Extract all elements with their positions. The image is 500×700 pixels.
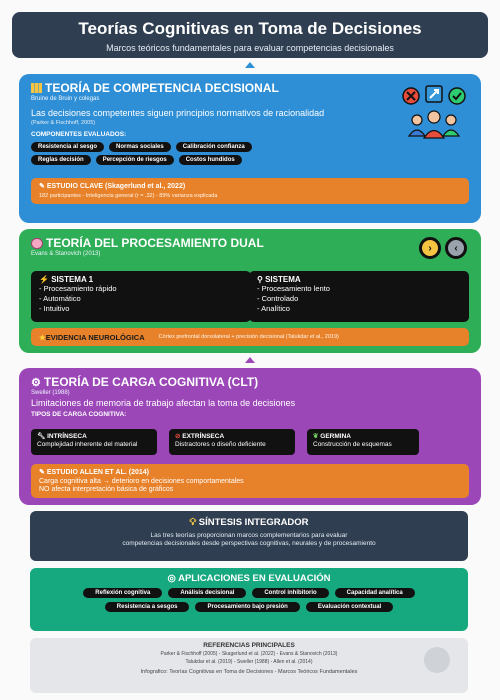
allen-study-line: NO afecta interpretación básica de gráficos <box>39 486 174 494</box>
applications-box <box>30 568 468 631</box>
references-line: Talukdar et al. (2019) - Sweller (1988) - Allen et al. (2014) <box>185 659 313 665</box>
synthesis-line: competencias decisionales desde perspectivas cognitivas, neurales y de procesamiento <box>122 540 376 548</box>
types-label: TIPOS DE CARGA COGNITIVA: <box>31 411 127 418</box>
bulb-icon: 💡︎ <box>189 517 199 528</box>
logo-watermark <box>424 647 450 673</box>
competencia-authors: Bruine de Bruin y colegas <box>31 96 100 102</box>
competencia-study-body: 182 participantes - Inteligencia general (r = .32) - 89% varianza explicada <box>39 193 218 199</box>
chart-icon <box>31 83 42 93</box>
brain-icon <box>31 238 43 249</box>
allen-study-box <box>31 464 469 498</box>
application-chip: Procesamiento bajo presión <box>195 602 299 612</box>
pencil-icon: ✎ <box>39 183 47 190</box>
header-banner <box>12 12 488 58</box>
component-chip: Normas sociales <box>109 142 171 152</box>
allen-study-title: ✎ ESTUDIO ALLEN ET AL. (2014) <box>39 469 149 476</box>
application-chip: Capacidad analítica <box>335 588 415 598</box>
arrow-up-icon <box>245 357 255 363</box>
references-title: REFERENCIAS PRINCIPALES <box>203 642 295 649</box>
system1-item: - Procesamiento rápido <box>39 284 117 293</box>
system1-item: - Automático <box>39 293 81 303</box>
application-chip: Resistencia a sesgos <box>105 602 190 612</box>
evidence-body: Córtex prefrontal dorsolateral + precisión decisional (Talukdar et al., 2019) <box>158 334 339 340</box>
competencia-main: Las decisiones competentes siguen principios normativos de racionalidad <box>31 108 325 118</box>
arrow-up-icon <box>245 62 255 68</box>
forbidden-icon: ⊘ <box>175 433 183 440</box>
sprout-icon: ❦ <box>313 433 321 440</box>
references-box <box>30 638 468 693</box>
applications-title: ◎ APLICACIONES EN EVALUACIÓN <box>167 573 331 584</box>
system1-title: ⚡ SISTEMA 1 <box>39 275 94 284</box>
page-title: Teorías Cognitivas en Toma de Decisiones <box>78 19 422 38</box>
component-chip: Calibración confianza <box>176 142 252 152</box>
dual-panel <box>19 229 481 353</box>
components-list <box>31 142 291 165</box>
component-chip: Percepción de riesgos <box>96 155 174 165</box>
applications-row <box>30 602 468 612</box>
competencia-panel <box>19 74 481 223</box>
pencil-icon: ✎ <box>39 469 47 476</box>
evidence-title: ★EVIDENCIA NEUROLÓGICA <box>39 332 145 342</box>
system2-item: - Procesamiento lento <box>257 284 330 293</box>
system2-item: - Controlado <box>257 293 299 303</box>
competencia-ref: (Parker & Fischhoff, 2005) <box>31 120 96 126</box>
references-footer: Infografico: Teorías Cognitivas en Toma de Decisiones - Marcos Teóricos Fundamentales <box>140 669 358 675</box>
gears-icon <box>419 237 469 259</box>
system2-box <box>249 271 469 322</box>
type-extrinseca: ⊘ EXTRÍNSECA Distractores o diseño deficiente <box>169 429 295 455</box>
components-label: COMPONENTES EVALUADOS: <box>31 131 127 138</box>
allen-study-line: Carga cognitiva alta → deterioro en decisiones comportamentales <box>39 478 244 485</box>
application-chip: Reflexión cognitiva <box>83 588 162 598</box>
carga-title: ⚙ TEORÍA DE CARGA COGNITIVA (CLT) <box>31 375 259 389</box>
target-icon: ◎ <box>167 573 179 584</box>
component-chip: Resistencia al sesgo <box>31 142 104 152</box>
dual-title: TEORÍA DEL PROCESAMIENTO DUAL <box>31 236 469 250</box>
synthesis-line: Las tres teorías proporcionan marcos complementarios para evaluar <box>150 532 348 539</box>
synthesis-title: 💡︎ SÍNTESIS INTEGRADOR <box>189 517 309 528</box>
carga-authors: Sweller (1988) <box>31 390 70 396</box>
lightning-icon: ⚡ <box>39 275 52 284</box>
synthesis-box <box>30 511 468 561</box>
competencia-study-title: ✎ ESTUDIO CLAVE (Skagerlund et al., 2022) <box>39 183 186 190</box>
gear-back-icon: ‹ <box>445 237 467 259</box>
competencia-title: TEORÍA DE COMPETENCIA DECISIONAL <box>31 81 469 95</box>
star-icon: ★ <box>39 332 46 342</box>
evidence-box <box>31 328 469 346</box>
people-decision-icon <box>399 84 469 144</box>
references-line: Parker & Fischhoff (2005) - Skagerlund et al. (2022) - Evans & Stanovich (2013) <box>160 651 338 657</box>
type-intrinseca: 🔧︎ INTRÍNSECA Complejidad inherente del material <box>31 429 157 455</box>
dual-authors: Evans & Stanovich (2013) <box>31 251 101 257</box>
wrench-icon: 🔧︎ <box>37 433 48 440</box>
magnifier-icon: ⚲ <box>257 275 266 284</box>
gear-small-icon: ⚙ <box>31 376 41 389</box>
system1-box <box>31 271 251 322</box>
application-chip: Control inhibitorio <box>252 588 328 598</box>
carga-main: Limitaciones de memoria de trabajo afectan la toma de decisiones <box>31 398 296 408</box>
page-subtitle: Marcos teóricos fundamentales para evaluar competencias decisionales <box>106 43 394 53</box>
system2-title: ⚲ SISTEMA <box>257 275 301 284</box>
application-chip: Evaluación contextual <box>306 602 393 612</box>
application-chip: Análisis decisional <box>168 588 246 598</box>
type-germina: ❦ GERMINA Construcción de esquemas <box>307 429 419 455</box>
component-chip: Reglas decisión <box>31 155 91 165</box>
system1-item: - Intuitivo <box>39 303 70 313</box>
carga-panel <box>19 368 481 505</box>
component-chip: Costos hundidos <box>179 155 242 165</box>
gear-forward-icon: › <box>419 237 441 259</box>
competencia-study-box <box>31 178 469 204</box>
system2-item: - Analítico <box>257 303 290 313</box>
applications-row <box>30 588 468 598</box>
